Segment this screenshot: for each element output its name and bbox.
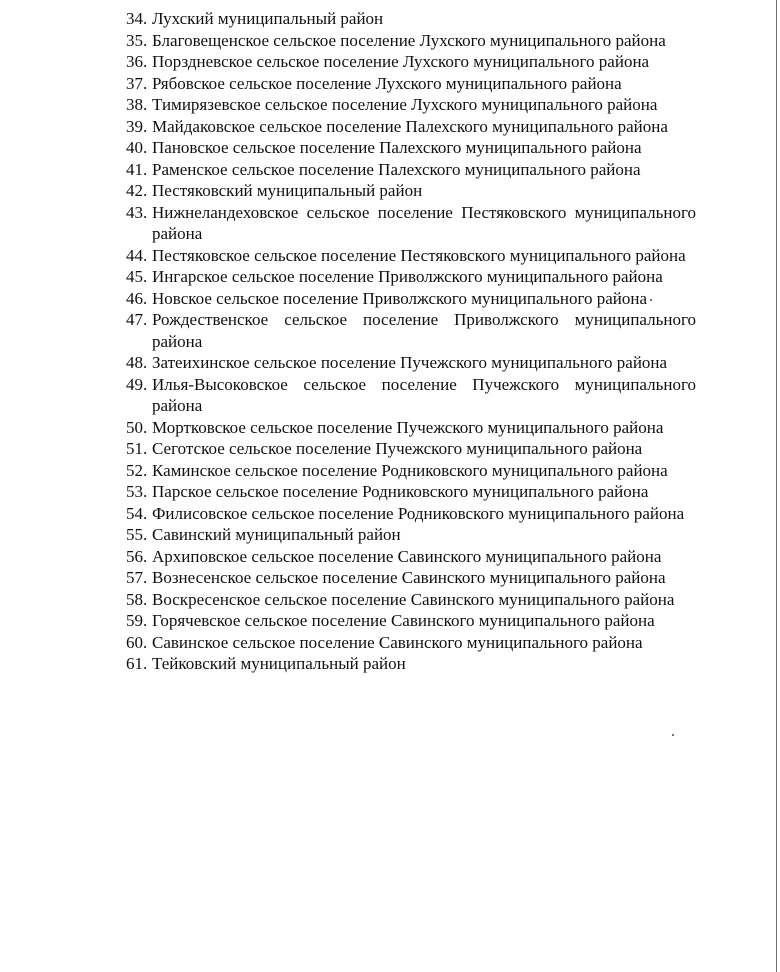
- item-number: 39.: [126, 116, 148, 136]
- item-number: 37.: [126, 73, 148, 93]
- item-number: 47.: [126, 310, 148, 329]
- item-text: Нижнеландеховское сельское поселение Пестяковского муниципального района: [152, 202, 696, 243]
- item-text: Рябовское сельское поселение Лухского муниципального района: [152, 73, 622, 93]
- list-item: [0, 30, 696, 52]
- item-number: 57.: [126, 568, 148, 587]
- item-text: Порздневское сельское поселение Лухского муниципального района: [152, 52, 650, 71]
- item-number: 56.: [126, 546, 148, 566]
- item-number: 41.: [126, 159, 148, 179]
- list-item: [0, 438, 696, 460]
- list-item: [0, 653, 696, 675]
- list-item: [0, 546, 696, 568]
- item-number: 40.: [126, 138, 148, 157]
- item-text: Новское сельское поселение Приволжского муниципального района: [152, 288, 648, 308]
- list-item: [0, 245, 696, 267]
- item-text: Пестяковский муниципальный район: [152, 181, 423, 200]
- item-text: Савинский муниципальный район: [152, 525, 401, 544]
- list-item: [0, 288, 696, 310]
- item-text: Майдаковское сельское поселение Палехского муниципального района: [152, 116, 668, 136]
- item-number: 38.: [126, 95, 148, 114]
- item-number: 34.: [126, 9, 148, 28]
- item-text: Горячевское сельское поселение Савинского муниципального района: [152, 611, 655, 630]
- item-text: Раменское сельское поселение Палехского муниципального района: [152, 159, 641, 179]
- list-item: [0, 610, 696, 632]
- list-item: [0, 116, 696, 138]
- item-text: Пестяковское сельское поселение Пестяковского муниципального района: [152, 245, 686, 265]
- item-text: Благовещенское сельское поселение Лухского муниципального района: [152, 30, 666, 50]
- list-item: [0, 266, 696, 288]
- item-number: 59.: [126, 611, 148, 630]
- item-number: 49.: [126, 374, 148, 394]
- item-text: Вознесенское сельское поселение Савинского муниципального района: [152, 568, 666, 587]
- item-text: Каминское сельское поселение Родниковского муниципального района: [152, 460, 668, 480]
- list-item: [0, 524, 696, 546]
- item-text: Тейковский муниципальный район: [152, 654, 406, 673]
- list-item: [0, 137, 696, 159]
- item-number: 35.: [126, 30, 148, 50]
- list-item: [0, 73, 696, 95]
- list-item: [0, 374, 696, 417]
- list-item: [0, 503, 696, 525]
- item-number: 54.: [126, 503, 148, 523]
- item-text: Затеихинское сельское поселение Пучежского муниципального района: [152, 353, 668, 372]
- item-number: 42.: [126, 181, 148, 200]
- item-text: Тимирязевское сельское поселение Лухского муниципального района: [152, 95, 658, 114]
- item-number: 52.: [126, 460, 148, 480]
- item-number: 53.: [126, 482, 148, 501]
- item-number: 51.: [126, 439, 148, 458]
- item-text: Мортковское сельское поселение Пучежского муниципального района: [152, 417, 664, 437]
- list-item: [0, 632, 696, 654]
- item-number: 43.: [126, 202, 148, 222]
- list-item: [0, 417, 696, 439]
- item-text: Савинское сельское поселение Савинского муниципального района: [152, 632, 643, 652]
- item-number: 45.: [126, 267, 148, 286]
- list-item: [0, 94, 696, 116]
- item-number: 60.: [126, 632, 148, 652]
- item-text: Филисовское сельское поселение Родниковского муниципального района: [152, 503, 685, 523]
- scan-speck: [650, 299, 652, 301]
- item-text: Воскресенское сельское поселение Савинского муниципального района: [152, 589, 675, 609]
- municipal-list: [0, 8, 780, 675]
- item-text: Ингарское сельское поселение Приволжского муниципального района: [152, 267, 663, 286]
- list-item: [0, 309, 696, 352]
- item-text: Илья-Высоковское сельское поселение Пучежского муниципального района: [152, 374, 696, 415]
- list-item: [0, 180, 696, 202]
- list-item: [0, 8, 696, 30]
- list-item: [0, 567, 696, 589]
- list-item: [0, 159, 696, 181]
- list-item: [0, 481, 696, 503]
- item-text: Лухский муниципальный район: [152, 9, 384, 28]
- list-item: [0, 51, 696, 73]
- item-text: Парское сельское поселение Родниковского муниципального района: [152, 482, 649, 501]
- list-item: [0, 460, 696, 482]
- item-number: 61.: [126, 654, 148, 673]
- item-number: 36.: [126, 52, 148, 71]
- list-item: [0, 352, 696, 374]
- item-number: 55.: [126, 525, 148, 544]
- item-number: 50.: [126, 417, 148, 437]
- item-number: 44.: [126, 245, 148, 265]
- list-item: [0, 202, 696, 245]
- item-text: Архиповское сельское поселение Савинского муниципального района: [152, 546, 662, 566]
- item-number: 58.: [126, 589, 148, 609]
- item-number: 46.: [126, 288, 148, 308]
- item-number: 48.: [126, 353, 148, 372]
- item-text: Рождественское сельское поселение Приволжского муниципального района: [152, 310, 696, 351]
- item-text: Пановское сельское поселение Палехского муниципального района: [152, 138, 642, 157]
- list-item: [0, 589, 696, 611]
- scan-speck: [672, 734, 674, 736]
- item-text: Сеготское сельское поселение Пучежского муниципального района: [152, 439, 643, 458]
